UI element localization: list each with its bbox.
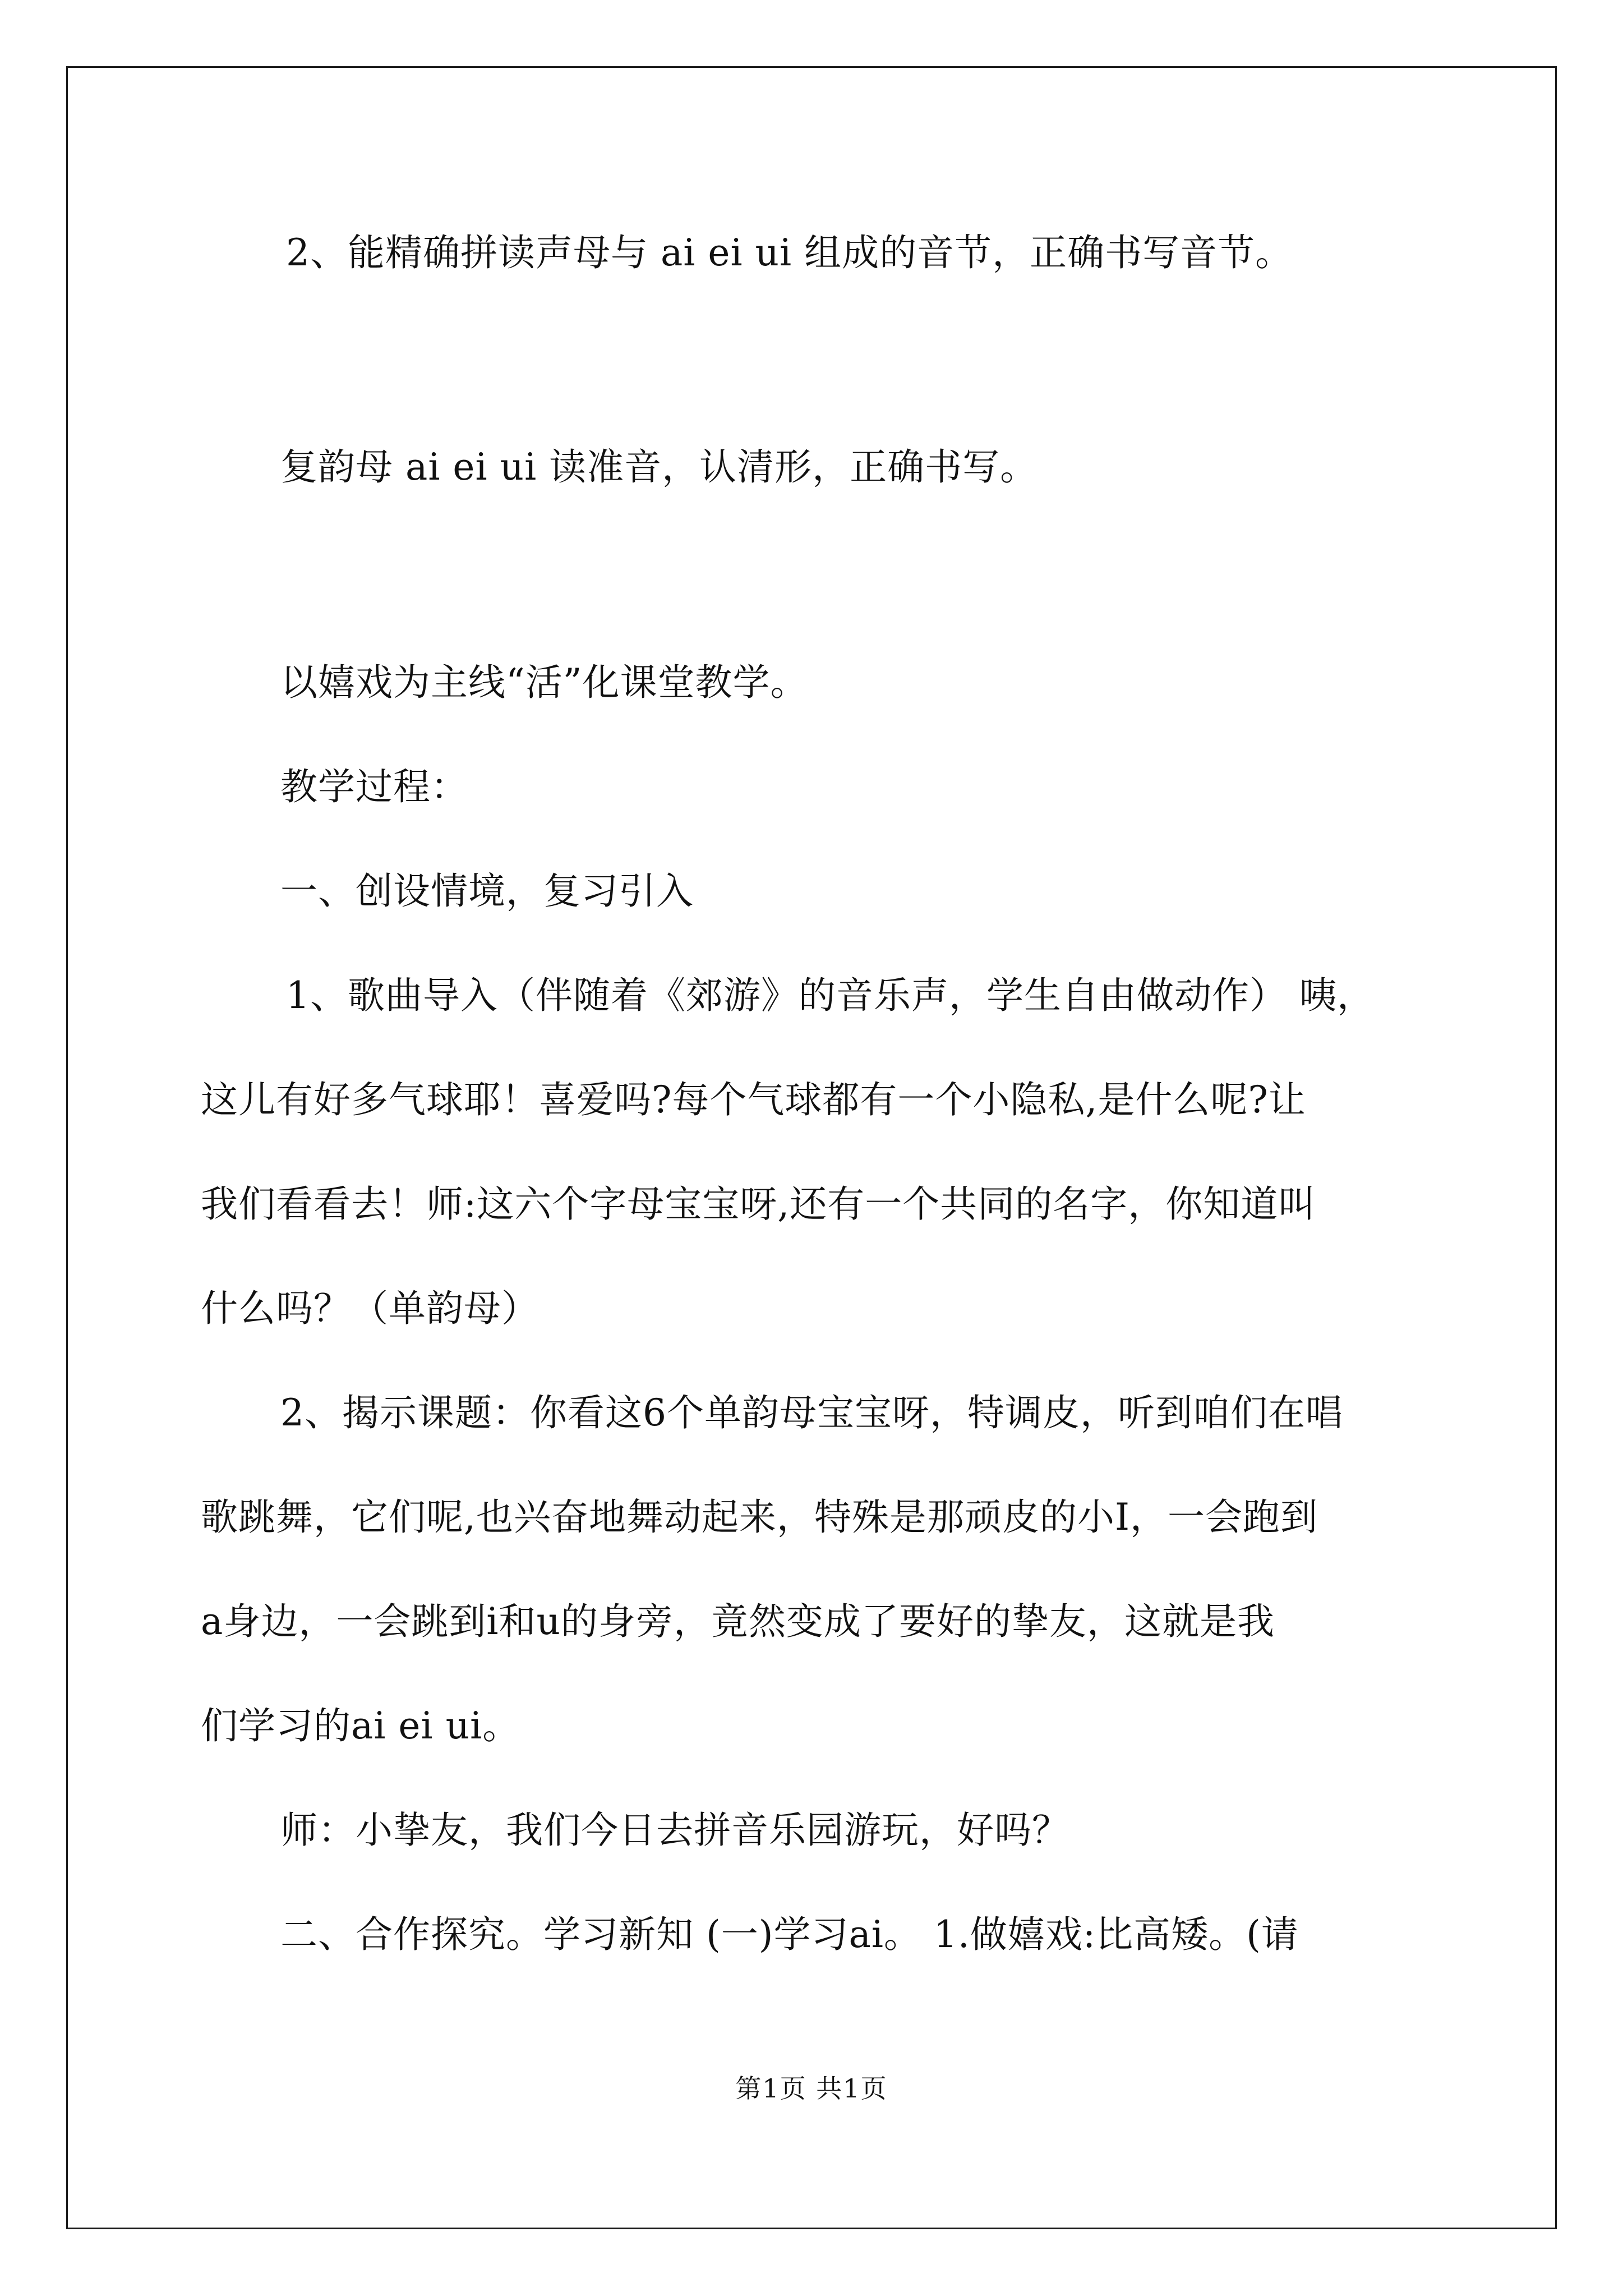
text-line-para-1-line-2: 这儿有好多气球耶！喜爱吗?每个气球都有一个小隐私,是什么呢?让 — [201, 1078, 1306, 1121]
text-line-key-point: 复韵母 ai ei ui 读准音，认清形，正确书写。 — [280, 445, 1038, 489]
text-line-para-2-line-2: 歌跳舞，它们呢,也兴奋地舞动起来，特殊是那顽皮的小I，一会跑到 — [201, 1496, 1318, 1539]
text-line-method: 以嬉戏为主线“活”化课堂教学。 — [280, 661, 808, 704]
text-line-objective-2: 2、能精确拼读声母与 ai ei ui 组成的音节，正确书写音节。 — [286, 231, 1293, 274]
page-footer: 第1页 共1页 — [735, 2073, 888, 2104]
text-line-section-1-heading: 一、创设情境，复习引入 — [280, 869, 694, 913]
text-line-para-1-line-3: 我们看看去！师:这六个字母宝宝呀,还有一个共同的名字，你知道叫 — [201, 1182, 1316, 1226]
page-border — [66, 66, 1557, 2229]
text-line-para-1-line-4: 什么吗？（单韵母） — [201, 1287, 539, 1330]
text-line-section-2-heading: 二、合作探究。学习新知 (一)学习ai。 1.做嬉戏:比高矮。(请 — [280, 1913, 1299, 1956]
text-line-para-2-line-1: 2、揭示课题：你看这6个单韵母宝宝呀，特调皮，听到咱们在唱 — [280, 1391, 1343, 1434]
text-line-teacher-prompt: 师：小挚友，我们今日去拼音乐园游玩，好吗？ — [280, 1809, 1069, 1852]
text-line-para-1-line-1: 1、歌曲导入（伴随着《郊游》的音乐声，学生自由做动作） 咦， — [286, 974, 1375, 1017]
text-line-para-2-line-4: 们学习的ai ei ui。 — [201, 1704, 520, 1747]
text-line-para-2-line-3: a身边，一会跳到i和u的身旁，竟然变成了要好的挚友，这就是我 — [201, 1600, 1275, 1643]
text-line-process-heading: 教学过程： — [280, 765, 468, 808]
